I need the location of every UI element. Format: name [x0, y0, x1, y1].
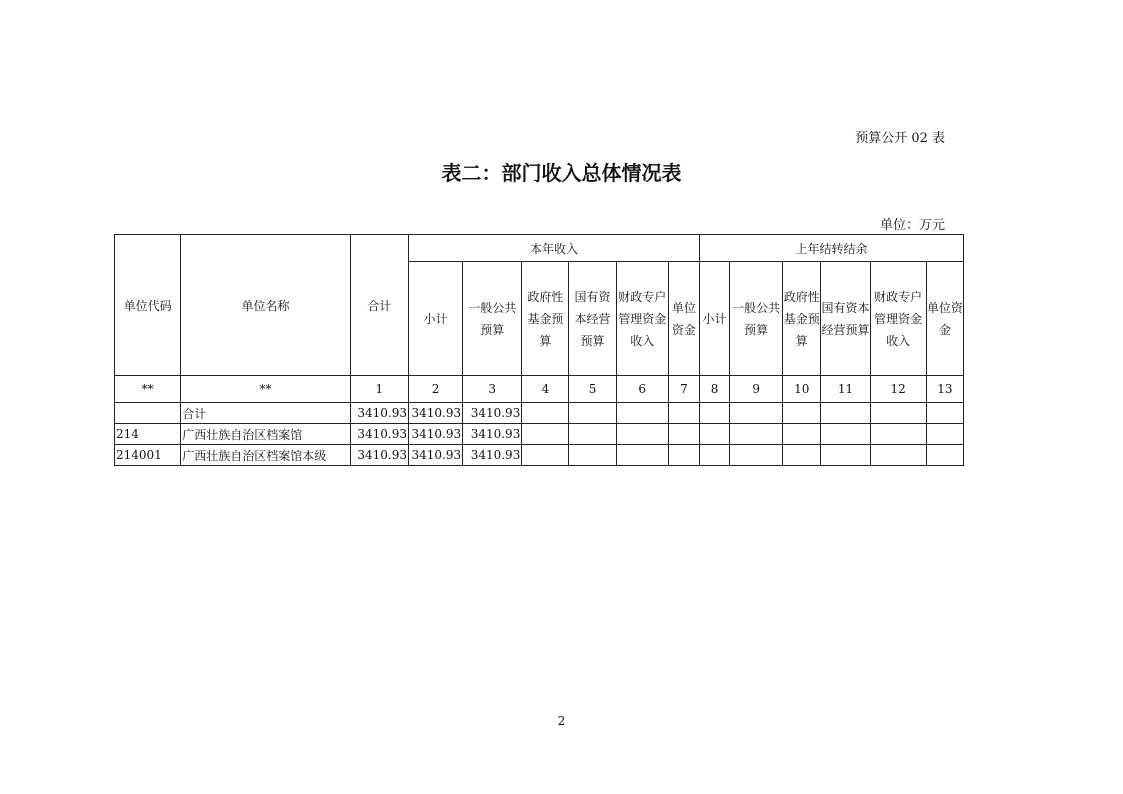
- header-row-group: [115, 235, 964, 262]
- cell-empty: [522, 424, 569, 445]
- header-carryover-subtotal: 小计: [699, 262, 729, 376]
- header-total: 合计: [350, 235, 408, 376]
- header-current-unit-funds: 单位资金: [668, 262, 699, 376]
- unit-label: 单位：万元: [879, 218, 945, 233]
- header-group-current-income: 本年收入: [408, 235, 699, 262]
- index-cell: **: [181, 376, 351, 403]
- cell-empty: [821, 403, 870, 424]
- index-cell: 9: [730, 376, 783, 403]
- index-cell: 10: [783, 376, 821, 403]
- cell-empty: [569, 445, 616, 466]
- cell-empty: [870, 424, 926, 445]
- cell-unit-code: [115, 403, 181, 424]
- header-carryover-gov-fund: 政府性基金预算: [783, 262, 821, 376]
- header-current-subtotal: 小计: [408, 262, 462, 376]
- header-current-state-capital: 国有资本经营预算: [569, 262, 616, 376]
- cell-empty: [616, 445, 668, 466]
- cell-empty: [926, 403, 963, 424]
- cell-total: 3410.93: [350, 424, 408, 445]
- index-cell: 7: [668, 376, 699, 403]
- cell-empty: [569, 424, 616, 445]
- header-carryover-state-capital: 国有资本经营预算: [821, 262, 870, 376]
- cell-empty: [616, 424, 668, 445]
- cell-empty: [926, 445, 963, 466]
- cell-current-subtotal: 3410.93: [408, 424, 462, 445]
- cell-empty: [730, 445, 783, 466]
- cell-empty: [522, 445, 569, 466]
- cell-unit-name: 广西壮族自治区档案馆本级: [181, 445, 351, 466]
- header-group-carryover: 上年结转结余: [699, 235, 963, 262]
- table-row: [115, 403, 964, 424]
- index-cell: **: [115, 376, 181, 403]
- index-row: [115, 376, 964, 403]
- table-row: [115, 424, 964, 445]
- index-cell: 4: [522, 376, 569, 403]
- cell-current-general-budget: 3410.93: [463, 445, 522, 466]
- index-cell: 13: [926, 376, 963, 403]
- header-current-special-account: 财政专户管理资金收入: [616, 262, 668, 376]
- header-current-general-budget: 一般公共预算: [463, 262, 522, 376]
- cell-empty: [730, 424, 783, 445]
- cell-empty: [668, 445, 699, 466]
- header-current-gov-fund: 政府性基金预算: [522, 262, 569, 376]
- index-cell: 12: [870, 376, 926, 403]
- cell-empty: [926, 424, 963, 445]
- form-code-label: 预算公开 02 表: [855, 131, 945, 146]
- cell-current-general-budget: 3410.93: [463, 424, 522, 445]
- table-row: [115, 445, 964, 466]
- index-cell: 3: [463, 376, 522, 403]
- cell-empty: [668, 424, 699, 445]
- index-cell: 8: [699, 376, 729, 403]
- cell-empty: [730, 403, 783, 424]
- page-number: 2: [557, 714, 566, 728]
- header-unit-code: 单位代码: [115, 235, 181, 376]
- index-cell: 6: [616, 376, 668, 403]
- cell-current-subtotal: 3410.93: [408, 403, 462, 424]
- header-carryover-special-account: 财政专户管理资金收入: [870, 262, 926, 376]
- cell-empty: [783, 424, 821, 445]
- cell-empty: [870, 403, 926, 424]
- cell-current-general-budget: 3410.93: [463, 403, 522, 424]
- cell-empty: [821, 445, 870, 466]
- cell-empty: [699, 424, 729, 445]
- cell-current-subtotal: 3410.93: [408, 445, 462, 466]
- header-carryover-unit-funds: 单位资金: [926, 262, 963, 376]
- cell-unit-code: 214001: [115, 445, 181, 466]
- header-carryover-general-budget: 一般公共预算: [730, 262, 783, 376]
- cell-empty: [870, 445, 926, 466]
- page-title: 表二：部门收入总体情况表: [441, 161, 682, 185]
- cell-unit-code: 214: [115, 424, 181, 445]
- cell-empty: [569, 403, 616, 424]
- cell-empty: [821, 424, 870, 445]
- cell-empty: [616, 403, 668, 424]
- cell-total: 3410.93: [350, 403, 408, 424]
- cell-unit-name: 广西壮族自治区档案馆: [181, 424, 351, 445]
- cell-unit-name: 合计: [181, 403, 351, 424]
- cell-empty: [783, 403, 821, 424]
- header-unit-name: 单位名称: [181, 235, 351, 376]
- cell-empty: [783, 445, 821, 466]
- index-cell: 2: [408, 376, 462, 403]
- cell-total: 3410.93: [350, 445, 408, 466]
- cell-empty: [699, 445, 729, 466]
- index-cell: 11: [821, 376, 870, 403]
- cell-empty: [522, 403, 569, 424]
- cell-empty: [699, 403, 729, 424]
- index-cell: 5: [569, 376, 616, 403]
- index-cell: 1: [350, 376, 408, 403]
- income-table: [114, 234, 964, 466]
- cell-empty: [668, 403, 699, 424]
